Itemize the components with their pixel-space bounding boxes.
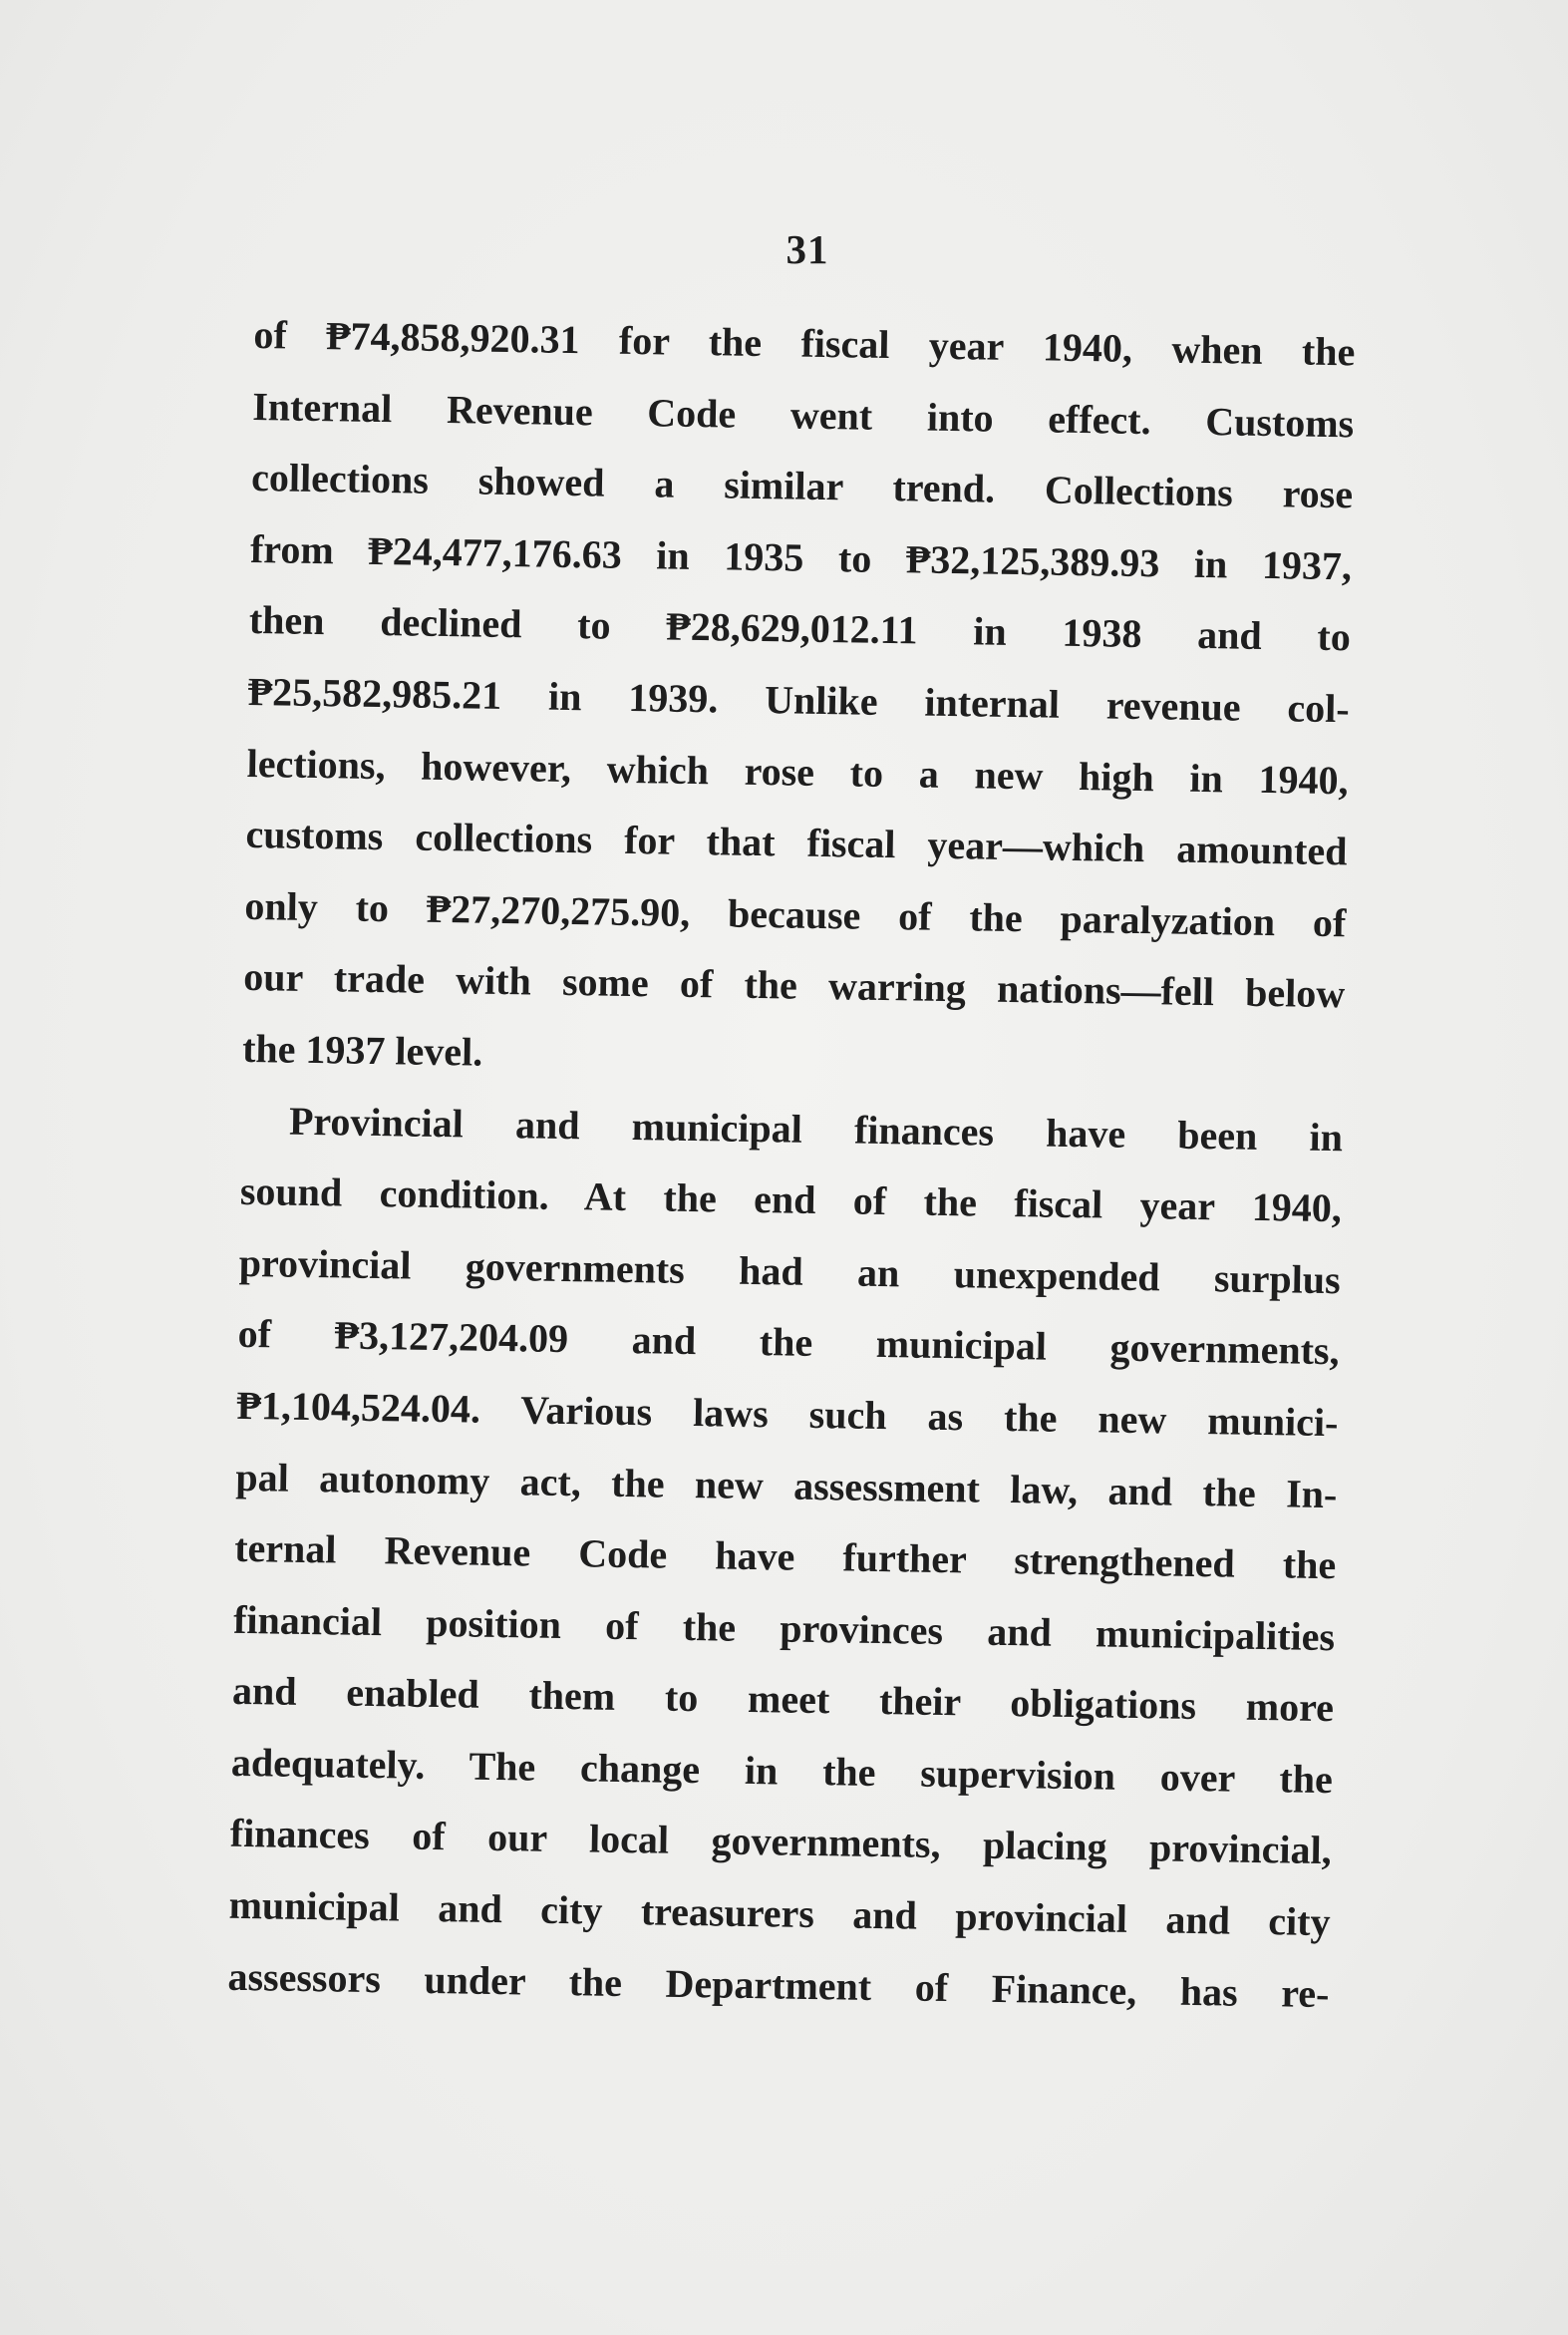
page-number: 31 [785,226,829,272]
text-line: Internal Revenue Code went into effect. Customs [251,383,1355,446]
body-text [227,299,1356,2029]
text-line: customs collections for that fiscal year—which amounted [245,812,1348,874]
text-line: sound condition. At the end of the fiscal year 1940, [239,1168,1343,1231]
text-line: and enabled them to meet their obligations more [231,1668,1335,1731]
text-line: ₱1,104,524.04. Various laws such as the new munici- [236,1382,1339,1446]
text-line: our trade with some of the warring nations—fell below [242,954,1346,1017]
text-line: Provincial and municipal finances have been in [288,1098,1344,1160]
paragraph-1 [242,299,1356,1102]
text-line: collections showed a similar trend. Collections rose [250,455,1354,517]
text-line: municipal and city treasurers and provincial and city [228,1881,1331,1945]
text-line: of ₱74,858,920.31 for the fiscal year 1940, when the [253,311,1356,375]
text-line: adequately. The change in the supervision over the [230,1739,1334,1803]
text-line: of ₱3,127,204.09 and the municipal governments, [237,1311,1340,1374]
text-line: assessors under the Department of Finance, has re- [227,1953,1330,2016]
text-line: ₱25,582,985.21 in 1939. Unlike internal revenue col- [247,668,1351,732]
text-line: ternal Revenue Code have further strengthened the [233,1524,1337,1588]
text-line: only to ₱27,270,275.90, because of the paralyzation of [244,882,1347,946]
text-line: pal autonomy act, the new assessment law, and the In- [235,1454,1338,1516]
text-line: lections, however, which rose to a new high in 1940, [246,740,1349,803]
text-line: then declined to ₱28,629,012.11 in 1938 and to [248,597,1352,660]
paragraph-2 [227,1084,1343,2029]
text-line: provincial governments had an unexpended surplus [238,1239,1342,1302]
text-line: financial position of the provinces and municipalities [232,1596,1336,1659]
text-line: from ₱24,477,176.63 in 1935 to ₱32,125,389.93 in 1937, [249,525,1353,589]
text-line: finances of our local governments, placing provincial, [229,1811,1333,1873]
text-line: the 1937 level. [241,1025,483,1075]
